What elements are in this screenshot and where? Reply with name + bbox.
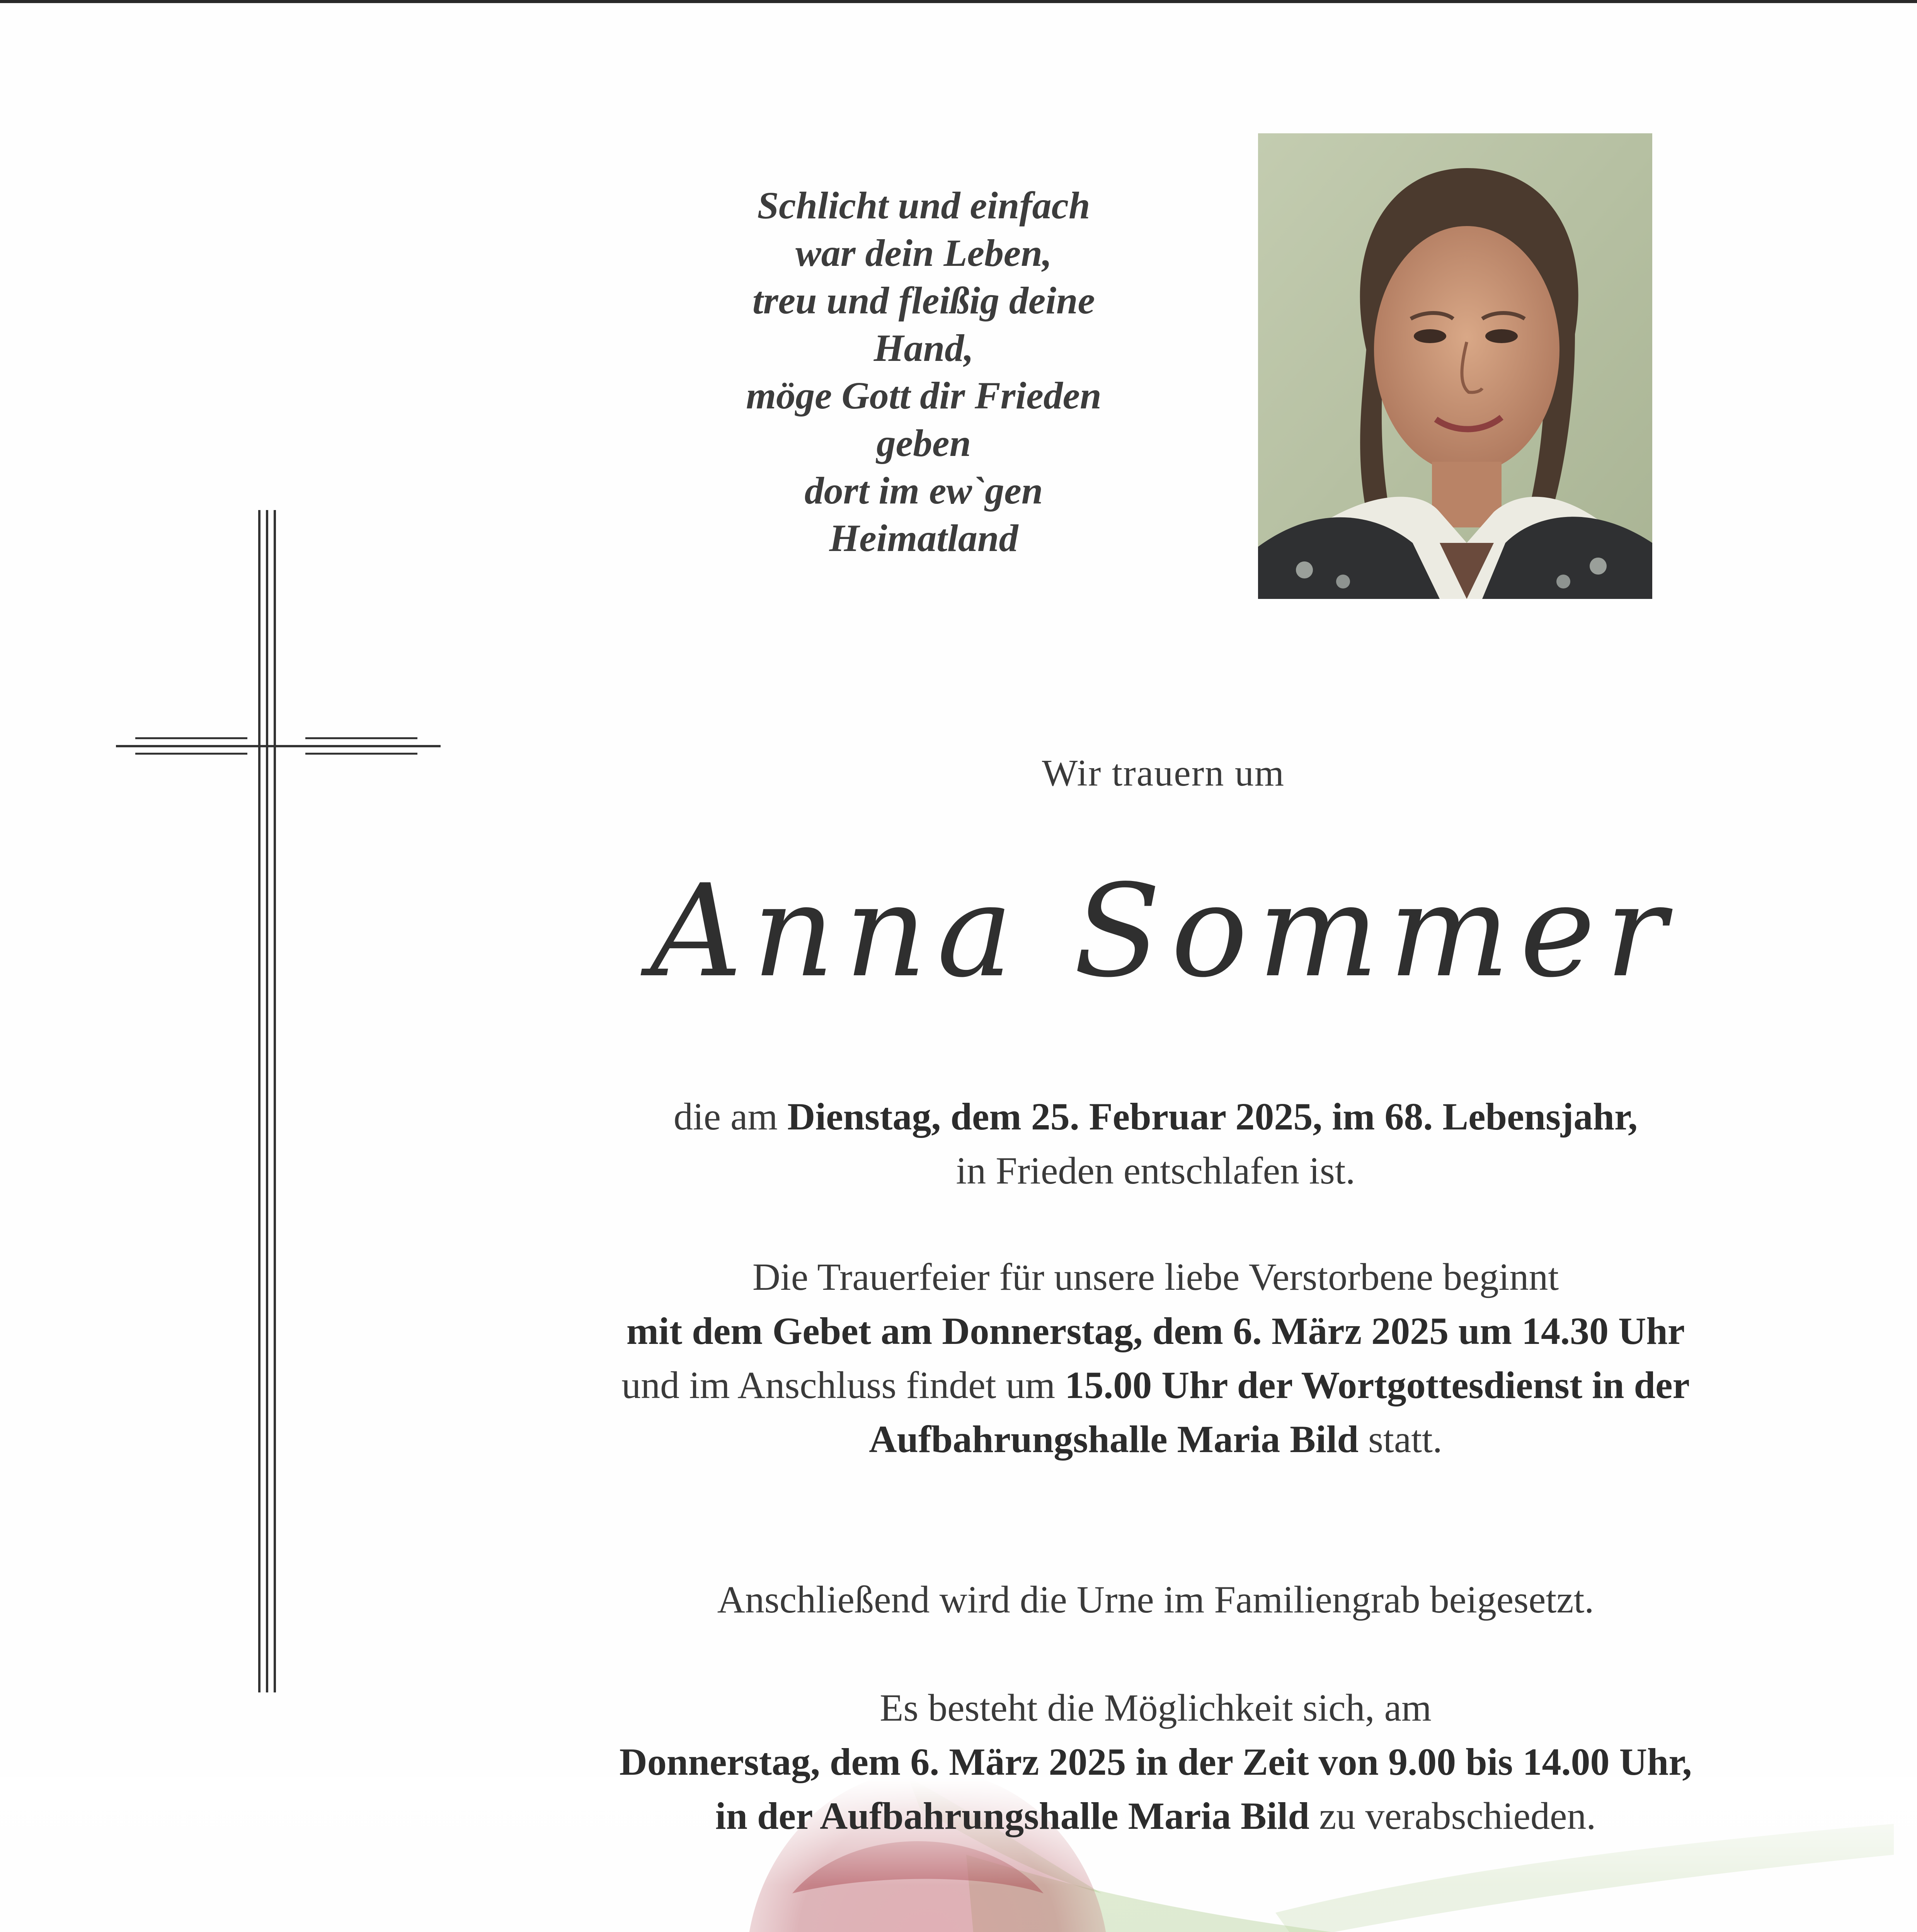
death-notice-prefix: die am xyxy=(673,1095,788,1138)
poem-line: geben xyxy=(876,422,971,464)
burial-line: Anschließend wird die Urne im Familiengrab beigesetzt. xyxy=(717,1578,1594,1621)
death-notice-line-1 xyxy=(475,1090,1836,1144)
poem-line: möge Gott dir Frieden xyxy=(746,374,1102,417)
ceremony-line-4-text: statt. xyxy=(1359,1418,1442,1461)
intro-text: Wir trauern um xyxy=(1042,752,1285,794)
poem-line: Schlicht und einfach xyxy=(757,184,1090,227)
ceremony-notice xyxy=(475,1250,1836,1466)
deceased-name: Anna Sommer xyxy=(650,857,1677,1005)
scan-top-edge xyxy=(0,0,1917,3)
ceremony-line-2: mit dem Gebet am Donnerstag, dem 6. März 2025 um 14.30 Uhr xyxy=(626,1310,1685,1352)
poem-line: Hand, xyxy=(873,327,974,369)
farewell-line-3 xyxy=(475,1789,1836,1843)
ceremony-line-3 xyxy=(475,1358,1836,1412)
ceremony-location: Aufbahrungshalle Maria Bild xyxy=(869,1418,1359,1461)
portrait-photo xyxy=(1258,133,1652,599)
farewell-line-1: Es besteht die Möglichkeit sich, am xyxy=(880,1686,1432,1729)
poem-line: war dein Leben, xyxy=(795,231,1052,274)
death-notice xyxy=(475,1090,1836,1198)
ceremony-line-1: Die Trauerfeier für unsere liebe Verstorbene beginnt xyxy=(752,1255,1559,1298)
death-notice-line-2: in Frieden entschlafen ist. xyxy=(956,1149,1355,1192)
poem-line: Heimatland xyxy=(829,517,1018,560)
farewell-notice xyxy=(475,1681,1836,1843)
ceremony-line-3-text: und im Anschluss findet um xyxy=(621,1364,1065,1406)
farewell-line-3-text: zu verabschieden. xyxy=(1309,1794,1596,1837)
cross-icon xyxy=(116,510,441,1692)
memorial-poem xyxy=(688,182,1159,562)
burial-notice xyxy=(475,1573,1836,1627)
ceremony-service-time: 15.00 Uhr der Wortgottesdienst in der xyxy=(1065,1364,1690,1406)
death-date: Dienstag, dem 25. Februar 2025, im 68. Lebensjahr, xyxy=(787,1095,1638,1138)
farewell-line-2: Donnerstag, dem 6. März 2025 in der Zeit von 9.00 bis 14.00 Uhr, xyxy=(619,1740,1692,1783)
ceremony-line-4 xyxy=(475,1412,1836,1466)
poem-line: treu und fleißig deine xyxy=(752,279,1095,322)
farewell-location: in der Aufbahrungshalle Maria Bild xyxy=(715,1794,1310,1837)
poem-line: dort im ew`gen xyxy=(804,469,1043,512)
